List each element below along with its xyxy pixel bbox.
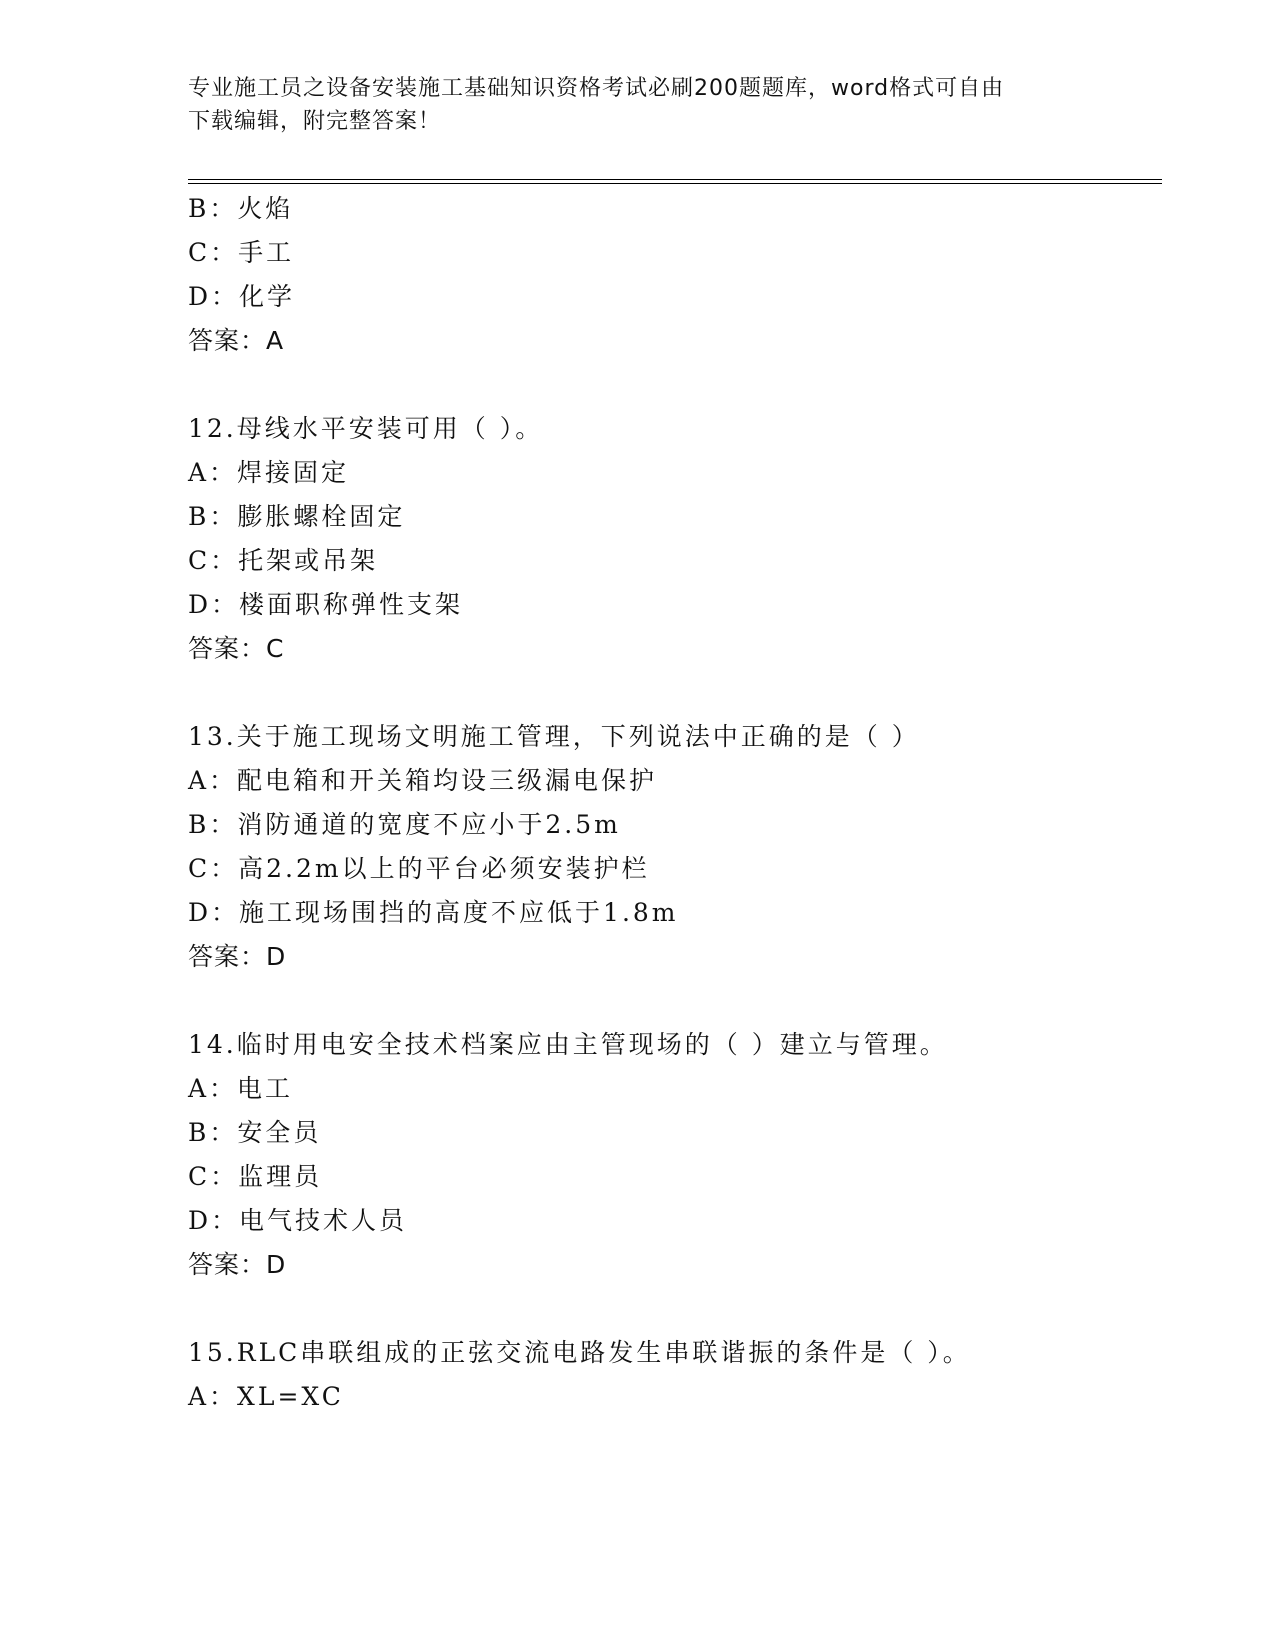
q12-option-c: C：托架或吊架 xyxy=(188,546,379,575)
q13-question: 13.关于施工现场文明施工管理，下列说法中正确的是（ ） xyxy=(188,722,920,751)
q13-option-c: C：高2.2m以上的平台必须安装护栏 xyxy=(188,854,650,883)
q14-option-a: A：电工 xyxy=(188,1074,294,1103)
q11-option-d: D：化学 xyxy=(188,282,296,311)
q14-option-d: D：电气技术人员 xyxy=(188,1206,408,1235)
q11-option-b: B：火焰 xyxy=(188,194,294,223)
q13-option-d: D：施工现场围挡的高度不应低于1.8m xyxy=(188,898,679,927)
q12-option-d: D：楼面职称弹性支架 xyxy=(188,590,464,619)
q11-answer: 答案：A xyxy=(188,326,285,355)
q12-option-a: A：焊接固定 xyxy=(188,458,350,487)
q14-question: 14.临时用电安全技术档案应由主管现场的（ ）建立与管理。 xyxy=(188,1030,948,1059)
document-header xyxy=(188,72,1068,138)
q14-option-b: B：安全员 xyxy=(188,1118,322,1147)
q13-answer: 答案：D xyxy=(188,942,287,971)
q13-option-b: B：消防通道的宽度不应小于2.5m xyxy=(188,810,621,839)
q12-question: 12.母线水平安装可用（ ）。 xyxy=(188,414,544,443)
q11-option-c: C：手工 xyxy=(188,238,295,267)
q13-option-a: A：配电箱和开关箱均设三级漏电保护 xyxy=(188,766,658,795)
q14-answer: 答案：D xyxy=(188,1250,287,1279)
q12-option-b: B：膨胀螺栓固定 xyxy=(188,502,406,531)
header-line-1: 专业施工员之设备安装施工基础知识资格考试必刷200题题库，word格式可自由 xyxy=(188,76,1005,101)
q12-answer: 答案：C xyxy=(188,634,285,663)
q15-option-a: A：XL=XC xyxy=(188,1382,344,1411)
header-line-2: 下载编辑，附完整答案！ xyxy=(188,109,442,134)
header-rule-bottom xyxy=(188,183,1162,184)
q14-option-c: C：监理员 xyxy=(188,1162,323,1191)
header-rule-top xyxy=(188,179,1162,180)
q15-question: 15.RLC串联组成的正弦交流电路发生串联谐振的条件是（ ）。 xyxy=(188,1338,971,1367)
